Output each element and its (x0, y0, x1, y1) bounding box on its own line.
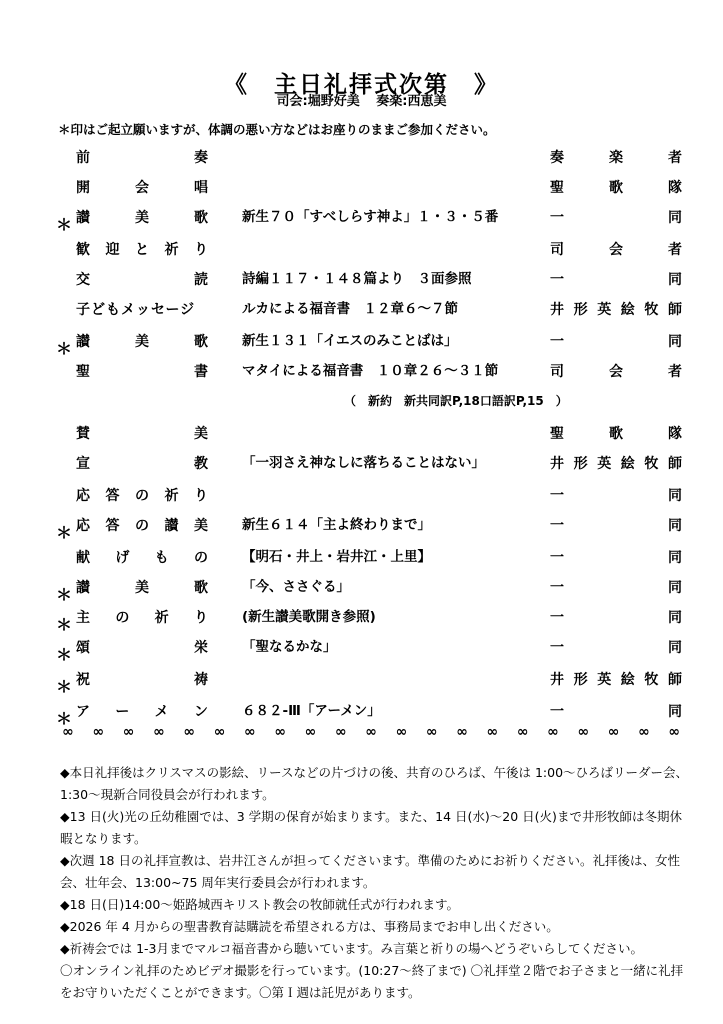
standing-mark: ＊ (56, 677, 73, 696)
service-item-detail: 新生１３１「イエスのみことばは」 (242, 333, 458, 349)
announcement-item: ◆次週 18 日の礼拝宣教は、岩井江さんが担ってくださいます。準備のためにお祈りください。礼拝後は、女性会、壮年会、13:00~75 周年実行委員会が行われます。 (60, 853, 680, 890)
infinity-separator: ∞ ∞ ∞ ∞ ∞ ∞ ∞ ∞ ∞ ∞ ∞ ∞ ∞ ∞ ∞ ∞ ∞ ∞ ∞ ∞ ∞ (62, 724, 680, 740)
bible-version-note: （ 新約 新共同訳P,18口語訳P,15 ） (344, 394, 568, 408)
service-item-name: 応 答 の 讃 美 (76, 518, 208, 534)
standing-mark: ＊ (56, 709, 73, 728)
service-item-row (0, 146, 723, 170)
music-label: 奏楽:西恵美 (376, 94, 447, 109)
service-item-person: 井 形 英 絵 牧 師 (550, 456, 682, 472)
leader-label: 司会:堀野好美 (276, 94, 360, 109)
service-item-name: 頌 栄 (76, 640, 208, 656)
service-item-name: 交 読 (76, 272, 208, 288)
announcement-item: ◆18 日(日)14:00～姫路城西キリスト教会の牧師就任式が行われます。 (60, 897, 460, 912)
service-roles (0, 90, 723, 109)
service-item-row (0, 514, 723, 542)
service-item-detail: 【明石・井上・岩井江・上里】 (242, 549, 431, 565)
service-item-name: 宣 教 (76, 456, 208, 472)
service-item-person: 聖 歌 隊 (550, 180, 682, 196)
service-item-row (0, 176, 723, 200)
service-item-name: 祝 祷 (76, 672, 208, 688)
announcement-item: ◆祈祷会では 1-3月までマルコ福音書から聴いています。み言葉と祈りの場へどうぞいらしてください。 (60, 941, 644, 956)
announcement-item: 〇オンライン礼拝のためビデオ撮影を行っています。(10:27～終了まで) 〇礼拝堂２階でお子さまと一緒に礼拝をお守りいただくことができます。〇第Ｉ週は託児があります。 (60, 963, 684, 1000)
standing-mark: ＊ (56, 339, 73, 358)
service-item-row (0, 546, 723, 570)
service-item-person: 司 会 者 (550, 242, 682, 258)
service-item-row (0, 206, 723, 234)
service-item-person: 一 同 (550, 488, 682, 504)
service-item-detail: 「聖なるかな」 (242, 639, 337, 655)
announcement-item: ◆本日礼拝後はクリスマスの影絵、リースなどの片づけの後、共育のひろば、午後は 1:00～ひろばリーダー会、1:30～現新合同役員会が行われます。 (60, 765, 689, 802)
service-item-name: 前 奏 (76, 150, 208, 166)
service-item-detail: 「今、ささぐる」 (242, 579, 350, 595)
service-item-detail: マタイによる福音書 １０章２６～３１節 (242, 363, 499, 379)
service-item-person: 一 同 (550, 210, 682, 226)
announcement-item: ◆13 日(火)光の丘幼稚園では、3 学期の保育が始まります。また、14 日(水)～20 日(火)まで井形牧師は冬期休暇となります。 (60, 809, 682, 846)
service-item-person: 井 形 英 絵 牧 師 (550, 672, 682, 688)
service-item-row (0, 330, 723, 358)
service-item-person: 一 同 (550, 550, 682, 566)
service-item-name: 賛 美 (76, 426, 208, 442)
service-item-name: 讃 美 歌 (76, 210, 208, 226)
service-item-name: 聖 書 (76, 364, 208, 380)
service-item-detail: (新生讃美歌開き参照) (242, 609, 376, 625)
service-item-name: 讃 美 歌 (76, 580, 208, 596)
service-item-row (0, 360, 723, 384)
service-item-name: 主 の 祈 り (76, 610, 208, 626)
service-item-person: 一 同 (550, 704, 682, 720)
service-item-person: 一 同 (550, 518, 682, 534)
standing-mark: ＊ (56, 645, 73, 664)
service-item-name: 子どもメッセージ (76, 302, 196, 318)
service-item-row (0, 700, 723, 728)
service-item-row (0, 452, 723, 476)
standing-mark: ＊ (56, 615, 73, 634)
announcement-item: ◆2026 年 4 月からの聖書教育誌購読を希望される方は、事務局までお申し出ください。 (60, 919, 559, 934)
service-item-row (0, 268, 723, 292)
service-item-person: 司 会 者 (550, 364, 682, 380)
service-item-name: 歓 迎 と 祈 り (76, 242, 208, 258)
service-item-person: 奏 楽 者 (550, 150, 682, 166)
service-item-detail: 「一羽さえ神なしに落ちることはない」 (242, 455, 485, 471)
service-item-row (0, 606, 723, 634)
service-item-person: 一 同 (550, 334, 682, 350)
service-item-row (0, 422, 723, 446)
service-item-detail: 新生７０「すべしらす神よ」１・３・５番 (242, 209, 499, 225)
service-item-person: 一 同 (550, 610, 682, 626)
service-item-person: 井 形 英 絵 牧 師 (550, 302, 682, 318)
service-item-person: 一 同 (550, 580, 682, 596)
service-item-name: 応 答 の 祈 り (76, 488, 208, 504)
service-item-name: ア ー メ ン (76, 704, 208, 720)
service-item-name: 開 会 唱 (76, 180, 208, 196)
service-item-person: 一 同 (550, 640, 682, 656)
service-item-row (0, 636, 723, 664)
service-item-detail: 新生６１４「主よ終わりまで」 (242, 517, 431, 533)
service-item-detail: ルカによる福音書 １２章６～７節 (242, 301, 458, 317)
service-item-row (0, 484, 723, 508)
service-item-name: 讃 美 歌 (76, 334, 208, 350)
service-item-detail: 詩編１１７・１４８篇より ３面参照 (242, 271, 472, 287)
page-title: 《 主日礼拝式次第 》 (224, 72, 499, 98)
standing-note: ＊印はご起立願いますが、体調の悪い方などはお座りのままご参加ください。 (58, 122, 496, 137)
service-item-person: 聖 歌 隊 (550, 426, 682, 442)
standing-mark: ＊ (56, 215, 73, 234)
standing-mark: ＊ (56, 585, 73, 604)
service-item-row (0, 668, 723, 696)
service-item-row (0, 576, 723, 604)
service-item-row (0, 298, 723, 322)
standing-mark: ＊ (56, 523, 73, 542)
service-item-row (0, 238, 723, 262)
service-item-detail: ６８２-Ⅲ「アーメン」 (242, 703, 381, 719)
service-item-person: 一 同 (550, 272, 682, 288)
service-item-name: 献 げ も の (76, 550, 208, 566)
